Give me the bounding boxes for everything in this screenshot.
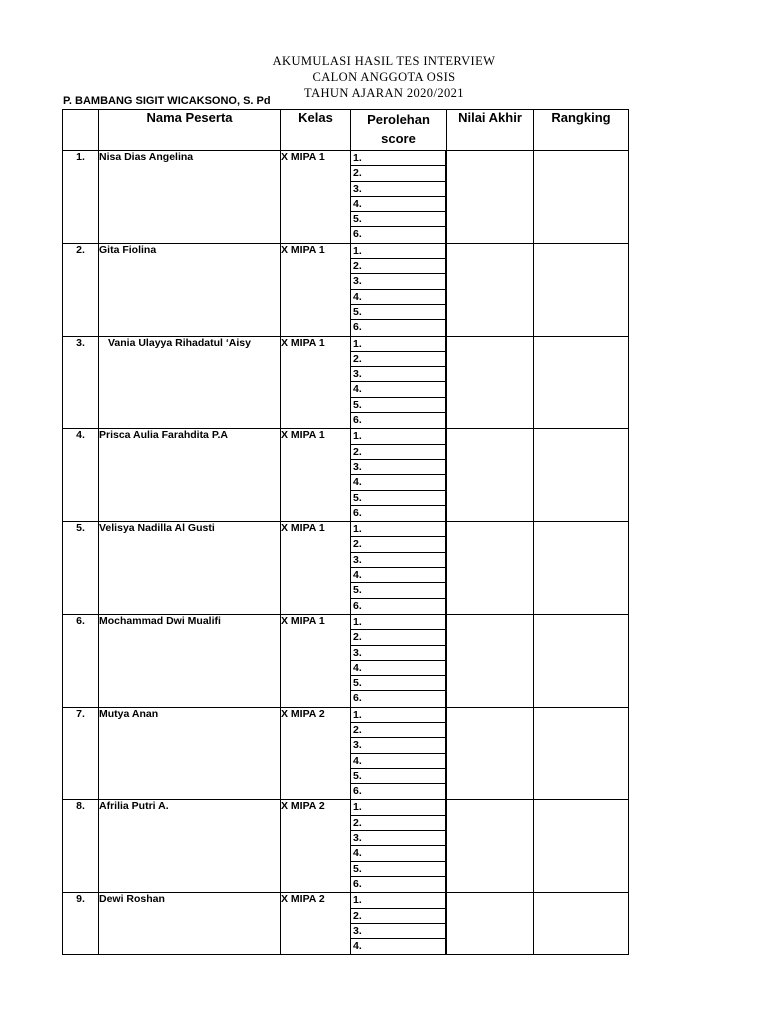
table-row	[63, 800, 629, 893]
participant-class: X MIPA 1	[281, 336, 351, 429]
score-entry: 1.	[351, 151, 446, 166]
score-entry: 1.	[351, 893, 446, 908]
score-entry: 2.	[351, 816, 446, 831]
row-number: 2.	[63, 243, 99, 336]
score-entry: 3.	[351, 553, 446, 568]
score-entry: 1.	[351, 800, 446, 815]
participant-name: Vania Ulayya Rihadatul ‘Aisy	[99, 336, 281, 429]
score-cell	[351, 893, 447, 955]
score-entry: 1.	[351, 244, 446, 259]
score-list	[351, 244, 446, 336]
nilai-akhir-cell	[447, 893, 534, 955]
table-row	[63, 522, 629, 615]
score-list	[351, 429, 446, 521]
table-row	[63, 336, 629, 429]
nilai-akhir-cell	[447, 707, 534, 800]
score-entry: 1.	[351, 337, 446, 352]
score-entry: 5.	[351, 862, 446, 877]
score-entry: 2.	[351, 166, 446, 181]
score-list	[351, 800, 446, 892]
score-list	[351, 615, 446, 707]
score-cell	[351, 429, 447, 522]
document-title	[0, 53, 768, 101]
rangking-cell	[534, 429, 629, 522]
score-entry: 2.	[351, 630, 446, 645]
table-row	[63, 614, 629, 707]
score-entry: 2.	[351, 909, 446, 924]
rangking-cell	[534, 243, 629, 336]
nilai-akhir-cell	[447, 151, 534, 244]
table-row	[63, 429, 629, 522]
score-entry: 5.	[351, 583, 446, 598]
participant-class: X MIPA 1	[281, 243, 351, 336]
score-entry: 4.	[351, 197, 446, 212]
score-entry: 2.	[351, 537, 446, 552]
table-header-row	[63, 110, 629, 151]
header-name: Nama Peserta	[99, 110, 281, 151]
score-entry: 3.	[351, 367, 446, 382]
nilai-akhir-cell	[447, 800, 534, 893]
participant-class: X MIPA 2	[281, 800, 351, 893]
participant-class: X MIPA 1	[281, 429, 351, 522]
score-entry: 2.	[351, 352, 446, 367]
score-entry: 1.	[351, 708, 446, 723]
score-entry: 4.	[351, 568, 446, 583]
score-entry: 4.	[351, 754, 446, 769]
score-cell	[351, 707, 447, 800]
score-entry: 6.	[351, 691, 446, 706]
score-entry: 1.	[351, 522, 446, 537]
score-table	[62, 109, 629, 955]
participant-name: Nisa Dias Angelina	[99, 151, 281, 244]
row-number: 3.	[63, 336, 99, 429]
participant-name: Prisca Aulia Farahdita P.A	[99, 429, 281, 522]
score-entry: 2.	[351, 259, 446, 274]
rangking-cell	[534, 151, 629, 244]
score-cell	[351, 151, 447, 244]
participant-class: X MIPA 1	[281, 151, 351, 244]
participant-name: Mochammad Dwi Mualifi	[99, 614, 281, 707]
title-line: AKUMULASI HASIL TES INTERVIEW	[272, 54, 496, 68]
participant-class: X MIPA 2	[281, 893, 351, 955]
score-cell	[351, 800, 447, 893]
score-list	[351, 893, 446, 954]
participant-name: Mutya Anan	[99, 707, 281, 800]
participant-class: X MIPA 1	[281, 522, 351, 615]
score-entry: 6.	[351, 784, 446, 799]
header-nilai-akhir: Nilai Akhir	[447, 110, 534, 151]
score-cell	[351, 522, 447, 615]
row-number: 6.	[63, 614, 99, 707]
participant-class: X MIPA 2	[281, 707, 351, 800]
score-cell	[351, 336, 447, 429]
teacher-name: P. BAMBANG SIGIT WICAKSONO, S. Pd	[63, 95, 271, 107]
score-entry: 3.	[351, 646, 446, 661]
score-entry: 6.	[351, 227, 446, 242]
rangking-cell	[534, 800, 629, 893]
participant-name: Gita Fiolina	[99, 243, 281, 336]
score-entry: 5.	[351, 491, 446, 506]
score-entry: 6.	[351, 320, 446, 335]
row-number: 1.	[63, 151, 99, 244]
nilai-akhir-cell	[447, 614, 534, 707]
table-row	[63, 151, 629, 244]
table-row	[63, 893, 629, 955]
score-entry: 2.	[351, 723, 446, 738]
score-list	[351, 151, 446, 243]
row-number: 5.	[63, 522, 99, 615]
score-cell	[351, 243, 447, 336]
header-score-line1: Perolehan	[367, 112, 430, 127]
score-entry: 5.	[351, 676, 446, 691]
row-number: 7.	[63, 707, 99, 800]
score-entry: 3.	[351, 182, 446, 197]
score-list	[351, 337, 446, 429]
header-kelas: Kelas	[281, 110, 351, 151]
score-entry: 4.	[351, 846, 446, 861]
score-entry: 6.	[351, 877, 446, 892]
nilai-akhir-cell	[447, 336, 534, 429]
rangking-cell	[534, 707, 629, 800]
rangking-cell	[534, 614, 629, 707]
score-cell	[351, 614, 447, 707]
header-no	[63, 110, 99, 151]
header-score-line2: score	[381, 131, 416, 146]
score-entry: 6.	[351, 506, 446, 521]
header-rangking: Rangking	[534, 110, 629, 151]
table-row	[63, 243, 629, 336]
table-row	[63, 707, 629, 800]
participant-name: Afrilia Putri A.	[99, 800, 281, 893]
title-line: CALON ANGGOTA OSIS	[312, 70, 456, 84]
row-number: 9.	[63, 893, 99, 955]
score-entry: 3.	[351, 460, 446, 475]
row-number: 8.	[63, 800, 99, 893]
score-entry: 3.	[351, 924, 446, 939]
score-list	[351, 522, 446, 614]
nilai-akhir-cell	[447, 429, 534, 522]
rangking-cell	[534, 336, 629, 429]
score-entry: 2.	[351, 445, 446, 460]
row-number: 4.	[63, 429, 99, 522]
title-line: TAHUN AJARAN 2020/2021	[304, 86, 464, 100]
nilai-akhir-cell	[447, 522, 534, 615]
score-entry: 4.	[351, 382, 446, 397]
rangking-cell	[534, 522, 629, 615]
score-entry: 4.	[351, 661, 446, 676]
participant-class: X MIPA 1	[281, 614, 351, 707]
score-entry: 1.	[351, 429, 446, 444]
score-entry: 3.	[351, 831, 446, 846]
score-entry: 3.	[351, 274, 446, 289]
score-entry: 4.	[351, 939, 446, 954]
nilai-akhir-cell	[447, 243, 534, 336]
header-score	[351, 110, 447, 151]
score-entry: 3.	[351, 738, 446, 753]
participant-name: Dewi Roshan	[99, 893, 281, 955]
score-entry: 6.	[351, 599, 446, 614]
rangking-cell	[534, 893, 629, 955]
score-entry: 5.	[351, 305, 446, 320]
score-entry: 1.	[351, 615, 446, 630]
score-list	[351, 708, 446, 800]
score-entry: 5.	[351, 769, 446, 784]
score-entry: 5.	[351, 212, 446, 227]
score-entry: 5.	[351, 398, 446, 413]
participant-name: Velisya Nadilla Al Gusti	[99, 522, 281, 615]
score-entry: 6.	[351, 413, 446, 428]
score-entry: 4.	[351, 290, 446, 305]
score-entry: 4.	[351, 475, 446, 490]
